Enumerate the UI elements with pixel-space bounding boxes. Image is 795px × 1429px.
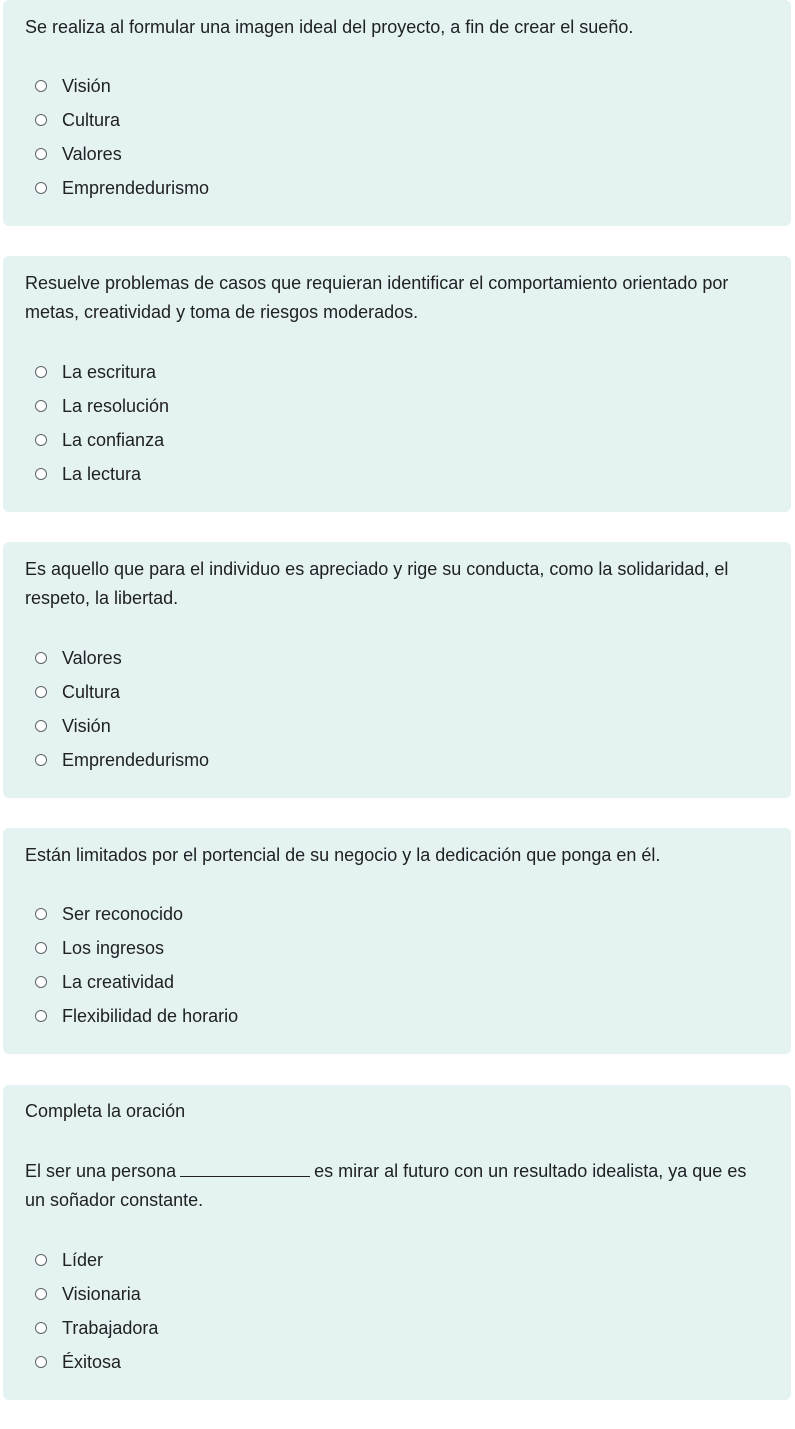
option-label: Ser reconocido — [62, 904, 184, 924]
option-label: La confianza — [62, 430, 165, 450]
option-label: Visionaria — [62, 1284, 141, 1304]
radio-button[interactable] — [35, 908, 47, 920]
options-list — [33, 641, 771, 777]
option-label: Cultura — [62, 110, 121, 130]
option-label: Valores — [62, 648, 122, 668]
options-list — [33, 897, 771, 1033]
option-visionaria[interactable] — [33, 1277, 771, 1311]
options-list — [33, 355, 771, 491]
option-la-confianza[interactable] — [33, 423, 771, 457]
option-lider[interactable] — [33, 1243, 771, 1277]
option-label: Emprendedurismo — [62, 178, 210, 198]
option-valores[interactable] — [33, 641, 771, 675]
radio-button[interactable] — [35, 468, 47, 480]
option-label: Cultura — [62, 682, 121, 702]
radio-button[interactable] — [35, 754, 47, 766]
option-emprendedurismo[interactable] — [33, 171, 771, 205]
radio-button[interactable] — [35, 400, 47, 412]
option-valores[interactable] — [33, 137, 771, 171]
question-text: Están limitados por el portencial de su negocio y la dedicación que ponga en él. — [25, 845, 661, 865]
question-card-2 — [3, 256, 791, 512]
option-exitosa[interactable] — [33, 1345, 771, 1379]
option-cultura[interactable] — [33, 675, 771, 709]
radio-button[interactable] — [35, 114, 47, 126]
option-label: Los ingresos — [62, 938, 165, 958]
radio-button[interactable] — [35, 976, 47, 988]
option-label: Visión — [62, 76, 111, 96]
option-label: Líder — [62, 1250, 104, 1270]
option-label: La escritura — [62, 362, 157, 382]
option-label: La creatividad — [62, 972, 175, 992]
question-card-3 — [3, 542, 791, 798]
option-los-ingresos[interactable] — [33, 931, 771, 965]
question-text — [25, 1157, 771, 1215]
radio-button[interactable] — [35, 366, 47, 378]
options-list — [33, 1243, 771, 1379]
radio-button[interactable] — [35, 1322, 47, 1334]
option-label: Éxitosa — [62, 1352, 122, 1372]
option-trabajadora[interactable] — [33, 1311, 771, 1345]
option-label: Emprendedurismo — [62, 750, 210, 770]
question-card-5 — [3, 1085, 791, 1400]
option-label: Valores — [62, 144, 122, 164]
question-instruction: Completa la oración — [25, 1101, 186, 1121]
option-vision[interactable] — [33, 69, 771, 103]
option-la-escritura[interactable] — [33, 355, 771, 389]
sentence-blank — [180, 1160, 310, 1177]
radio-button[interactable] — [35, 182, 47, 194]
option-label: Flexibilidad de horario — [62, 1006, 239, 1026]
radio-button[interactable] — [35, 942, 47, 954]
options-list — [33, 69, 771, 205]
option-label: La lectura — [62, 464, 142, 484]
option-cultura[interactable] — [33, 103, 771, 137]
question-text: Resuelve problemas de casos que requieran identificar el comportamiento orientado por metas, creatividad y toma de riesgos moderados. — [25, 273, 729, 322]
sentence-end: es mirar al futuro con un resultado idealista, ya que es un soñador constante. — [25, 1161, 747, 1210]
radio-button[interactable] — [35, 1356, 47, 1368]
option-la-lectura[interactable] — [33, 457, 771, 491]
option-flexibilidad-de-horario[interactable] — [33, 999, 771, 1033]
radio-button[interactable] — [35, 80, 47, 92]
option-la-resolucion[interactable] — [33, 389, 771, 423]
radio-button[interactable] — [35, 720, 47, 732]
option-ser-reconocido[interactable] — [33, 897, 771, 931]
sentence-start: El ser una persona — [25, 1161, 177, 1181]
radio-button[interactable] — [35, 686, 47, 698]
question-text: Se realiza al formular una imagen ideal del proyecto, a fin de crear el sueño. — [25, 17, 634, 37]
question-card-4 — [3, 828, 791, 1054]
option-la-creatividad[interactable] — [33, 965, 771, 999]
option-vision[interactable] — [33, 709, 771, 743]
option-label: Visión — [62, 716, 111, 736]
option-label: Trabajadora — [62, 1318, 159, 1338]
radio-button[interactable] — [35, 652, 47, 664]
radio-button[interactable] — [35, 434, 47, 446]
option-label: La resolución — [62, 396, 170, 416]
radio-button[interactable] — [35, 1010, 47, 1022]
radio-button[interactable] — [35, 148, 47, 160]
radio-button[interactable] — [35, 1254, 47, 1266]
question-card-1 — [3, 0, 791, 226]
option-emprendedurismo[interactable] — [33, 743, 771, 777]
radio-button[interactable] — [35, 1288, 47, 1300]
question-text: Es aquello que para el individuo es apreciado y rige su conducta, como la solidaridad, el respeto, la libertad. — [25, 559, 729, 608]
